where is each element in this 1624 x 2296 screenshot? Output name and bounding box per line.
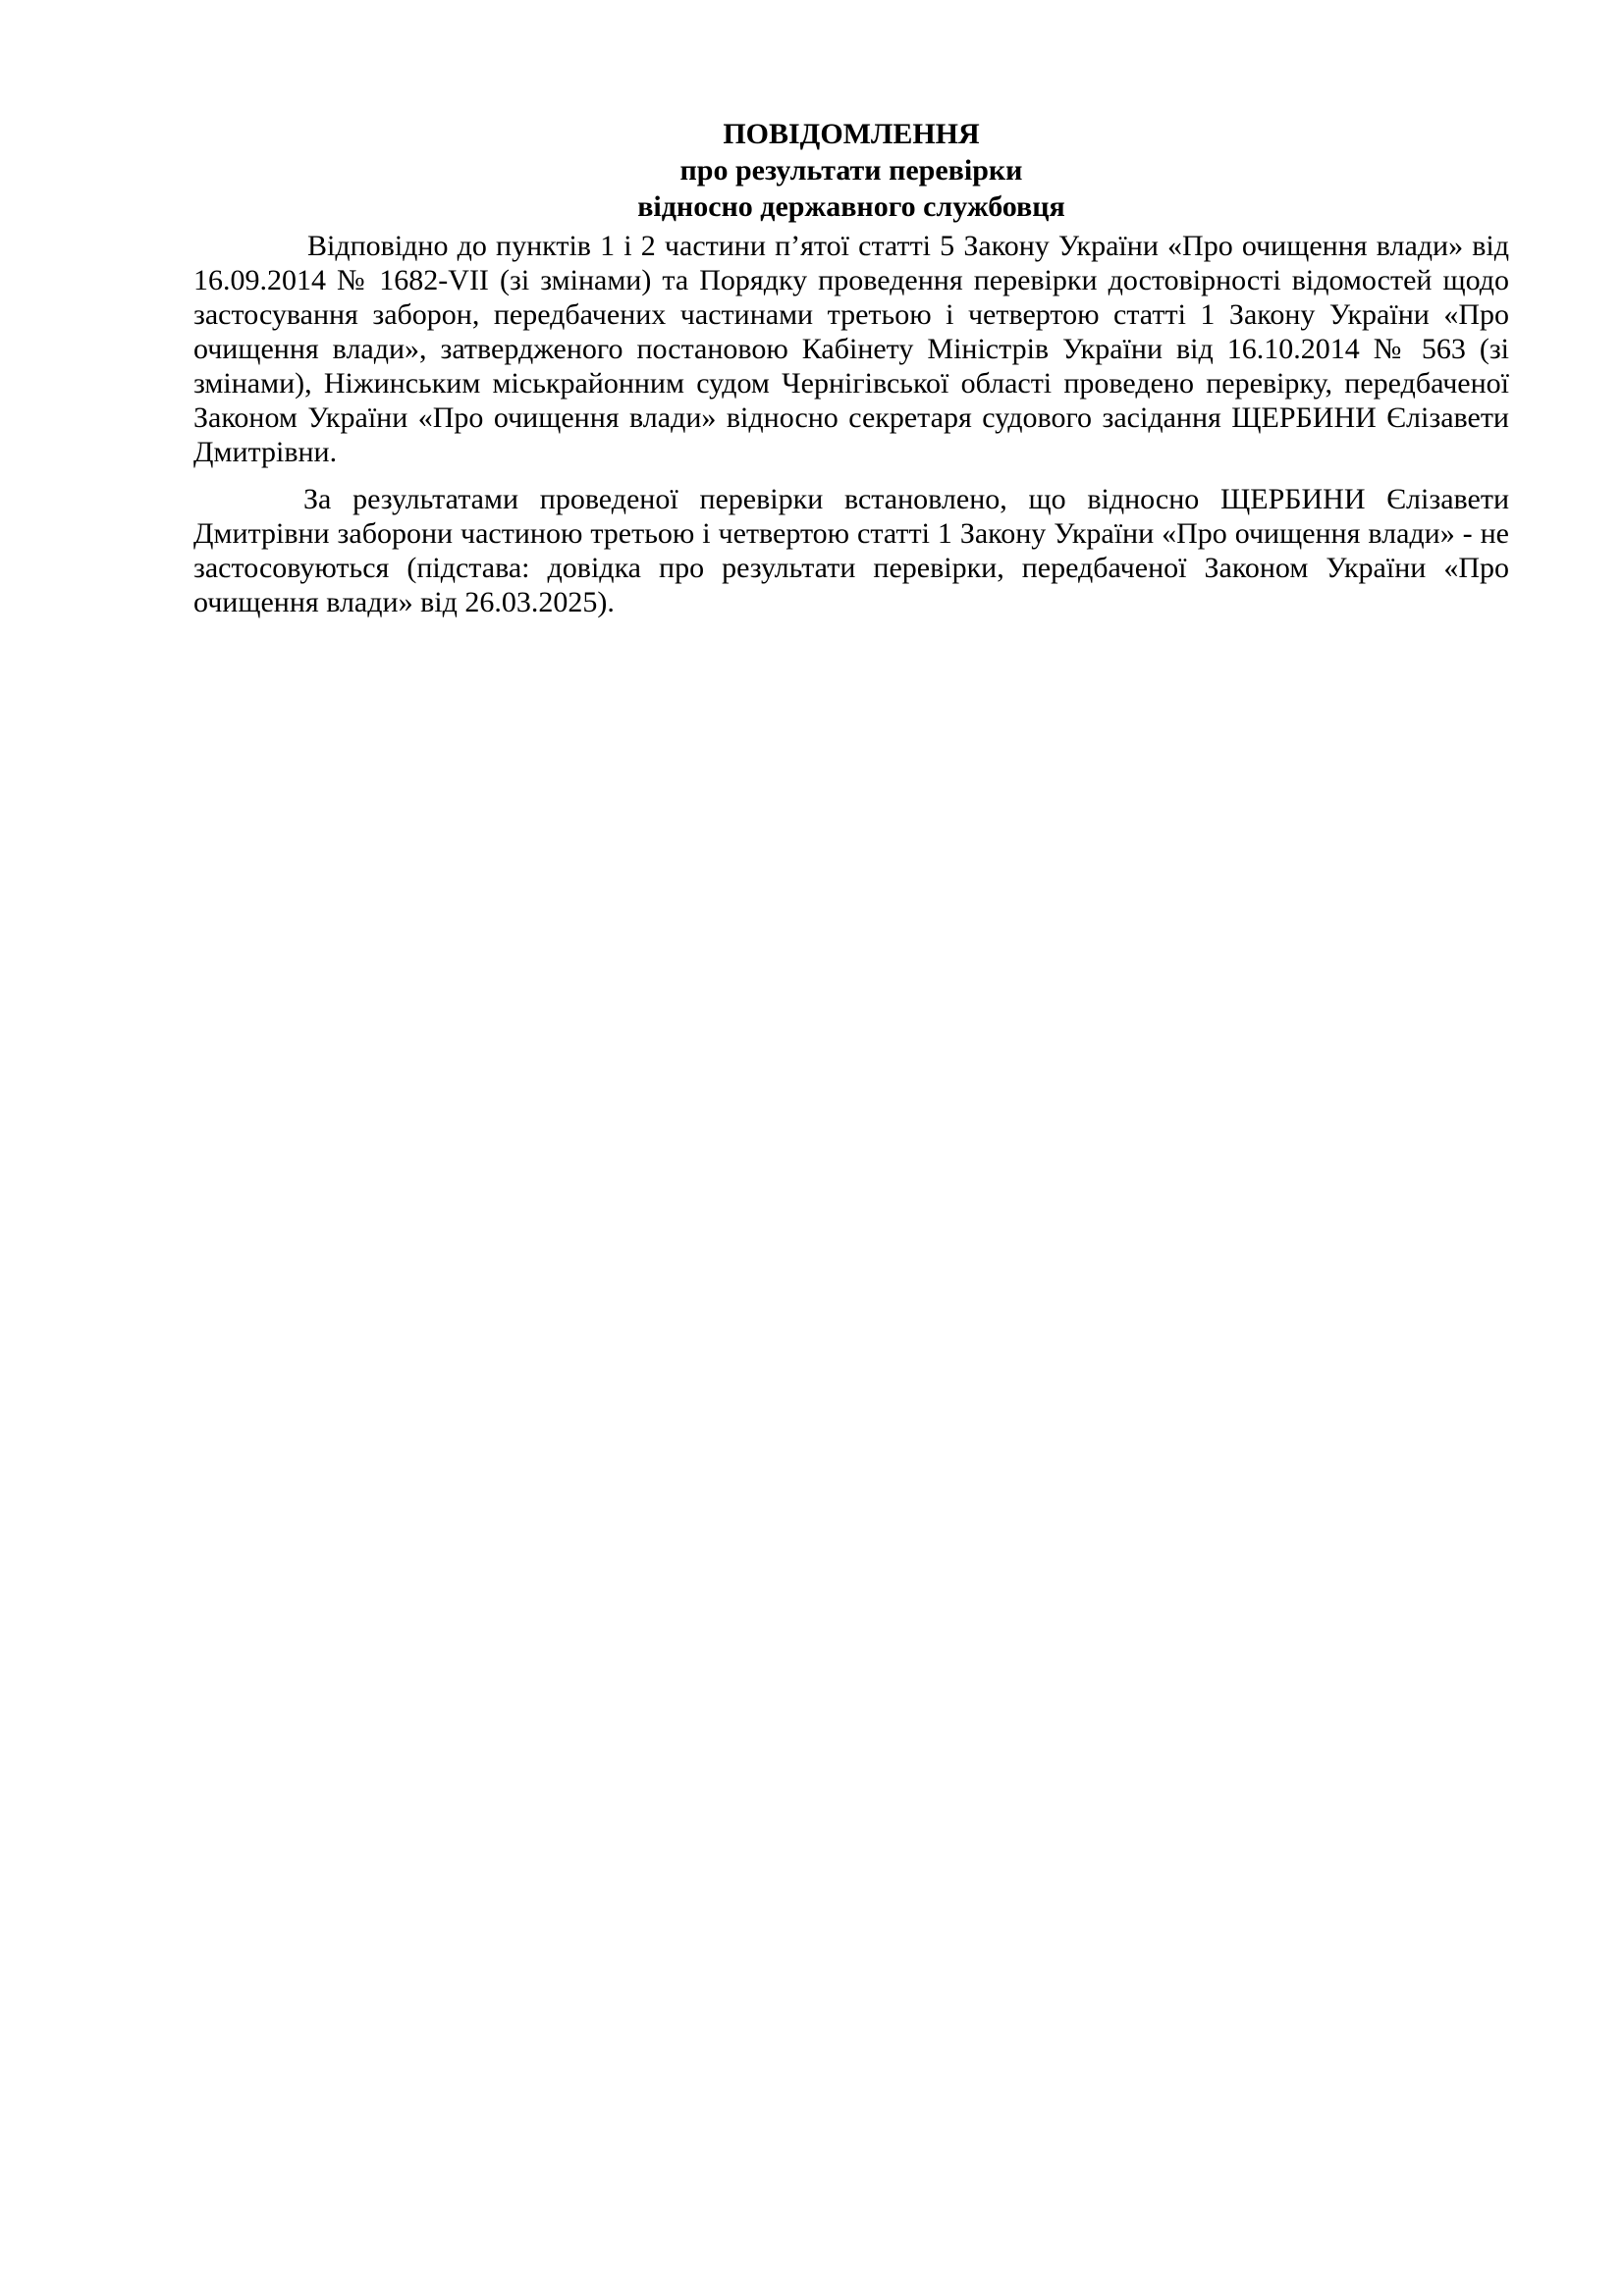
notice-paragraph-2: За результатами проведеної перевірки встановлено, що відносно ЩЕРБИНИ Єлізавети Дмитрівни заборони частиною третьою і четвертою статті 1 Закону України «Про очищення влади» - не застосовуються (підстава: довідка про результати перевірки, передбаченої Законом України «Про очищення влади» від 26.03.2025). bbox=[193, 483, 1509, 618]
notice-subtitle-line-2: відносно державного службовця bbox=[637, 190, 1065, 223]
notice-title: ПОВІДОМЛЕННЯ bbox=[723, 118, 980, 150]
notice-header bbox=[193, 116, 1509, 225]
notice-paragraph-1: Відповідно до пунктів 1 і 2 частини п’ятої статті 5 Закону України «Про очищення влади» від 16.09.2014 № 1682-VII (зі змінами) та Порядку проведення перевірки достовірності відомостей щодо застосування заборон, передбачених частинами третьою і четвертою статті 1 Закону України «Про очищення влади», затвердженого постановою Кабінету Міністрів України від 16.10.2014 № 563 (зі змінами), Ніжинським міськрайонним судом Чернігівської області проведено перевірку, передбаченої Законом України «Про очищення влади» відносно секретаря судового засідання ЩЕРБИНИ Єлізавети Дмитрівни. bbox=[193, 230, 1509, 468]
document-content bbox=[193, 116, 1509, 619]
notice-subtitle-line-1: про результати перевірки bbox=[679, 154, 1023, 187]
